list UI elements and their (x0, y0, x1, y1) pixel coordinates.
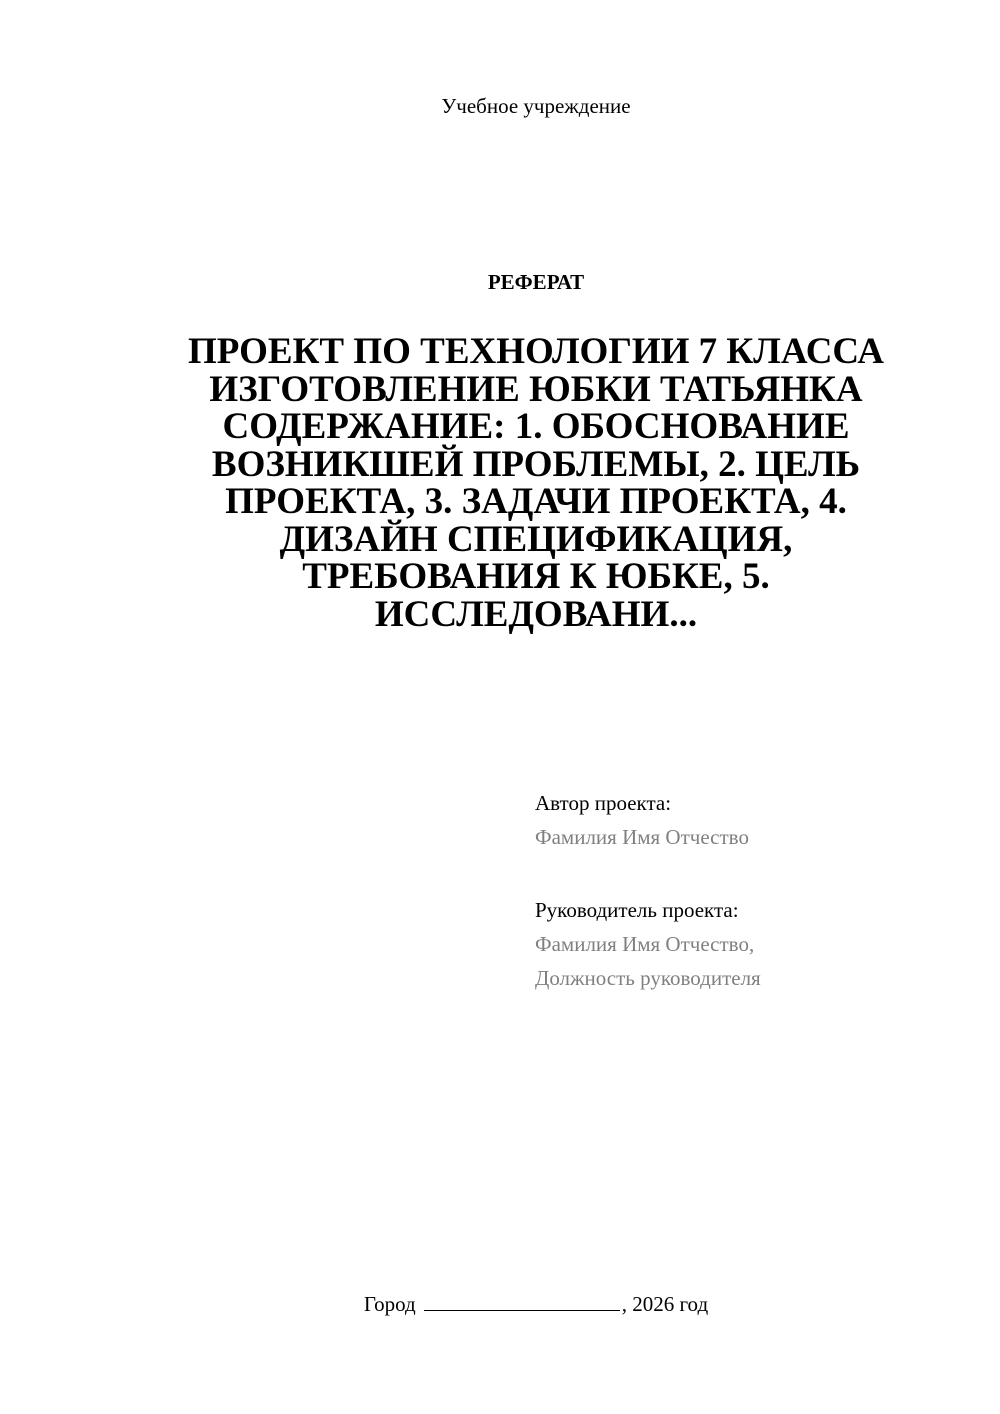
title-line: ВОЗНИКШЕЙ ПРОБЛЕМЫ, 2. ЦЕЛЬ (211, 443, 861, 485)
supervisor-position-placeholder: Должность руководителя (535, 966, 761, 990)
city-year-line (0, 1290, 1000, 1318)
title-line: ПРОЕКТ ПО ТЕХНОЛОГИИ 7 КЛАССА (187, 331, 885, 372)
title-line: ИССЛЕДОВАНИ... (374, 593, 698, 635)
title-line: ДИЗАЙН СПЕЦИФИКАЦИЯ, (279, 518, 793, 560)
document-title (150, 333, 922, 633)
title-line: ТРЕБОВАНИЯ К ЮБКЕ, 5. (302, 556, 770, 597)
title-line: ПРОЕКТА, 3. ЗАДАЧИ ПРОЕКТА, 4. (225, 481, 847, 522)
title-line: ИЗГОТОВЛЕНИЕ ЮБКИ ТАТЬЯНКА (209, 368, 863, 410)
supervisor-label: Руководитель проекта: (535, 898, 739, 922)
author-name-placeholder: Фамилия Имя Отчество (535, 825, 749, 849)
supervisor-block (535, 893, 975, 995)
supervisor-name-placeholder: Фамилия Имя Отчество, (535, 932, 755, 956)
author-block (535, 786, 975, 854)
city-label: Город (363, 1292, 416, 1316)
document-type: РЕФЕРАТ (487, 270, 585, 294)
title-line: СОДЕРЖАНИЕ: 1. ОБОСНОВАНИЕ (222, 406, 850, 447)
author-label: Автор проекта: (535, 791, 672, 815)
year-text: , 2026 год (621, 1292, 709, 1316)
institution-name: Учебное учреждение (441, 94, 631, 118)
city-blank-line (424, 1290, 620, 1311)
